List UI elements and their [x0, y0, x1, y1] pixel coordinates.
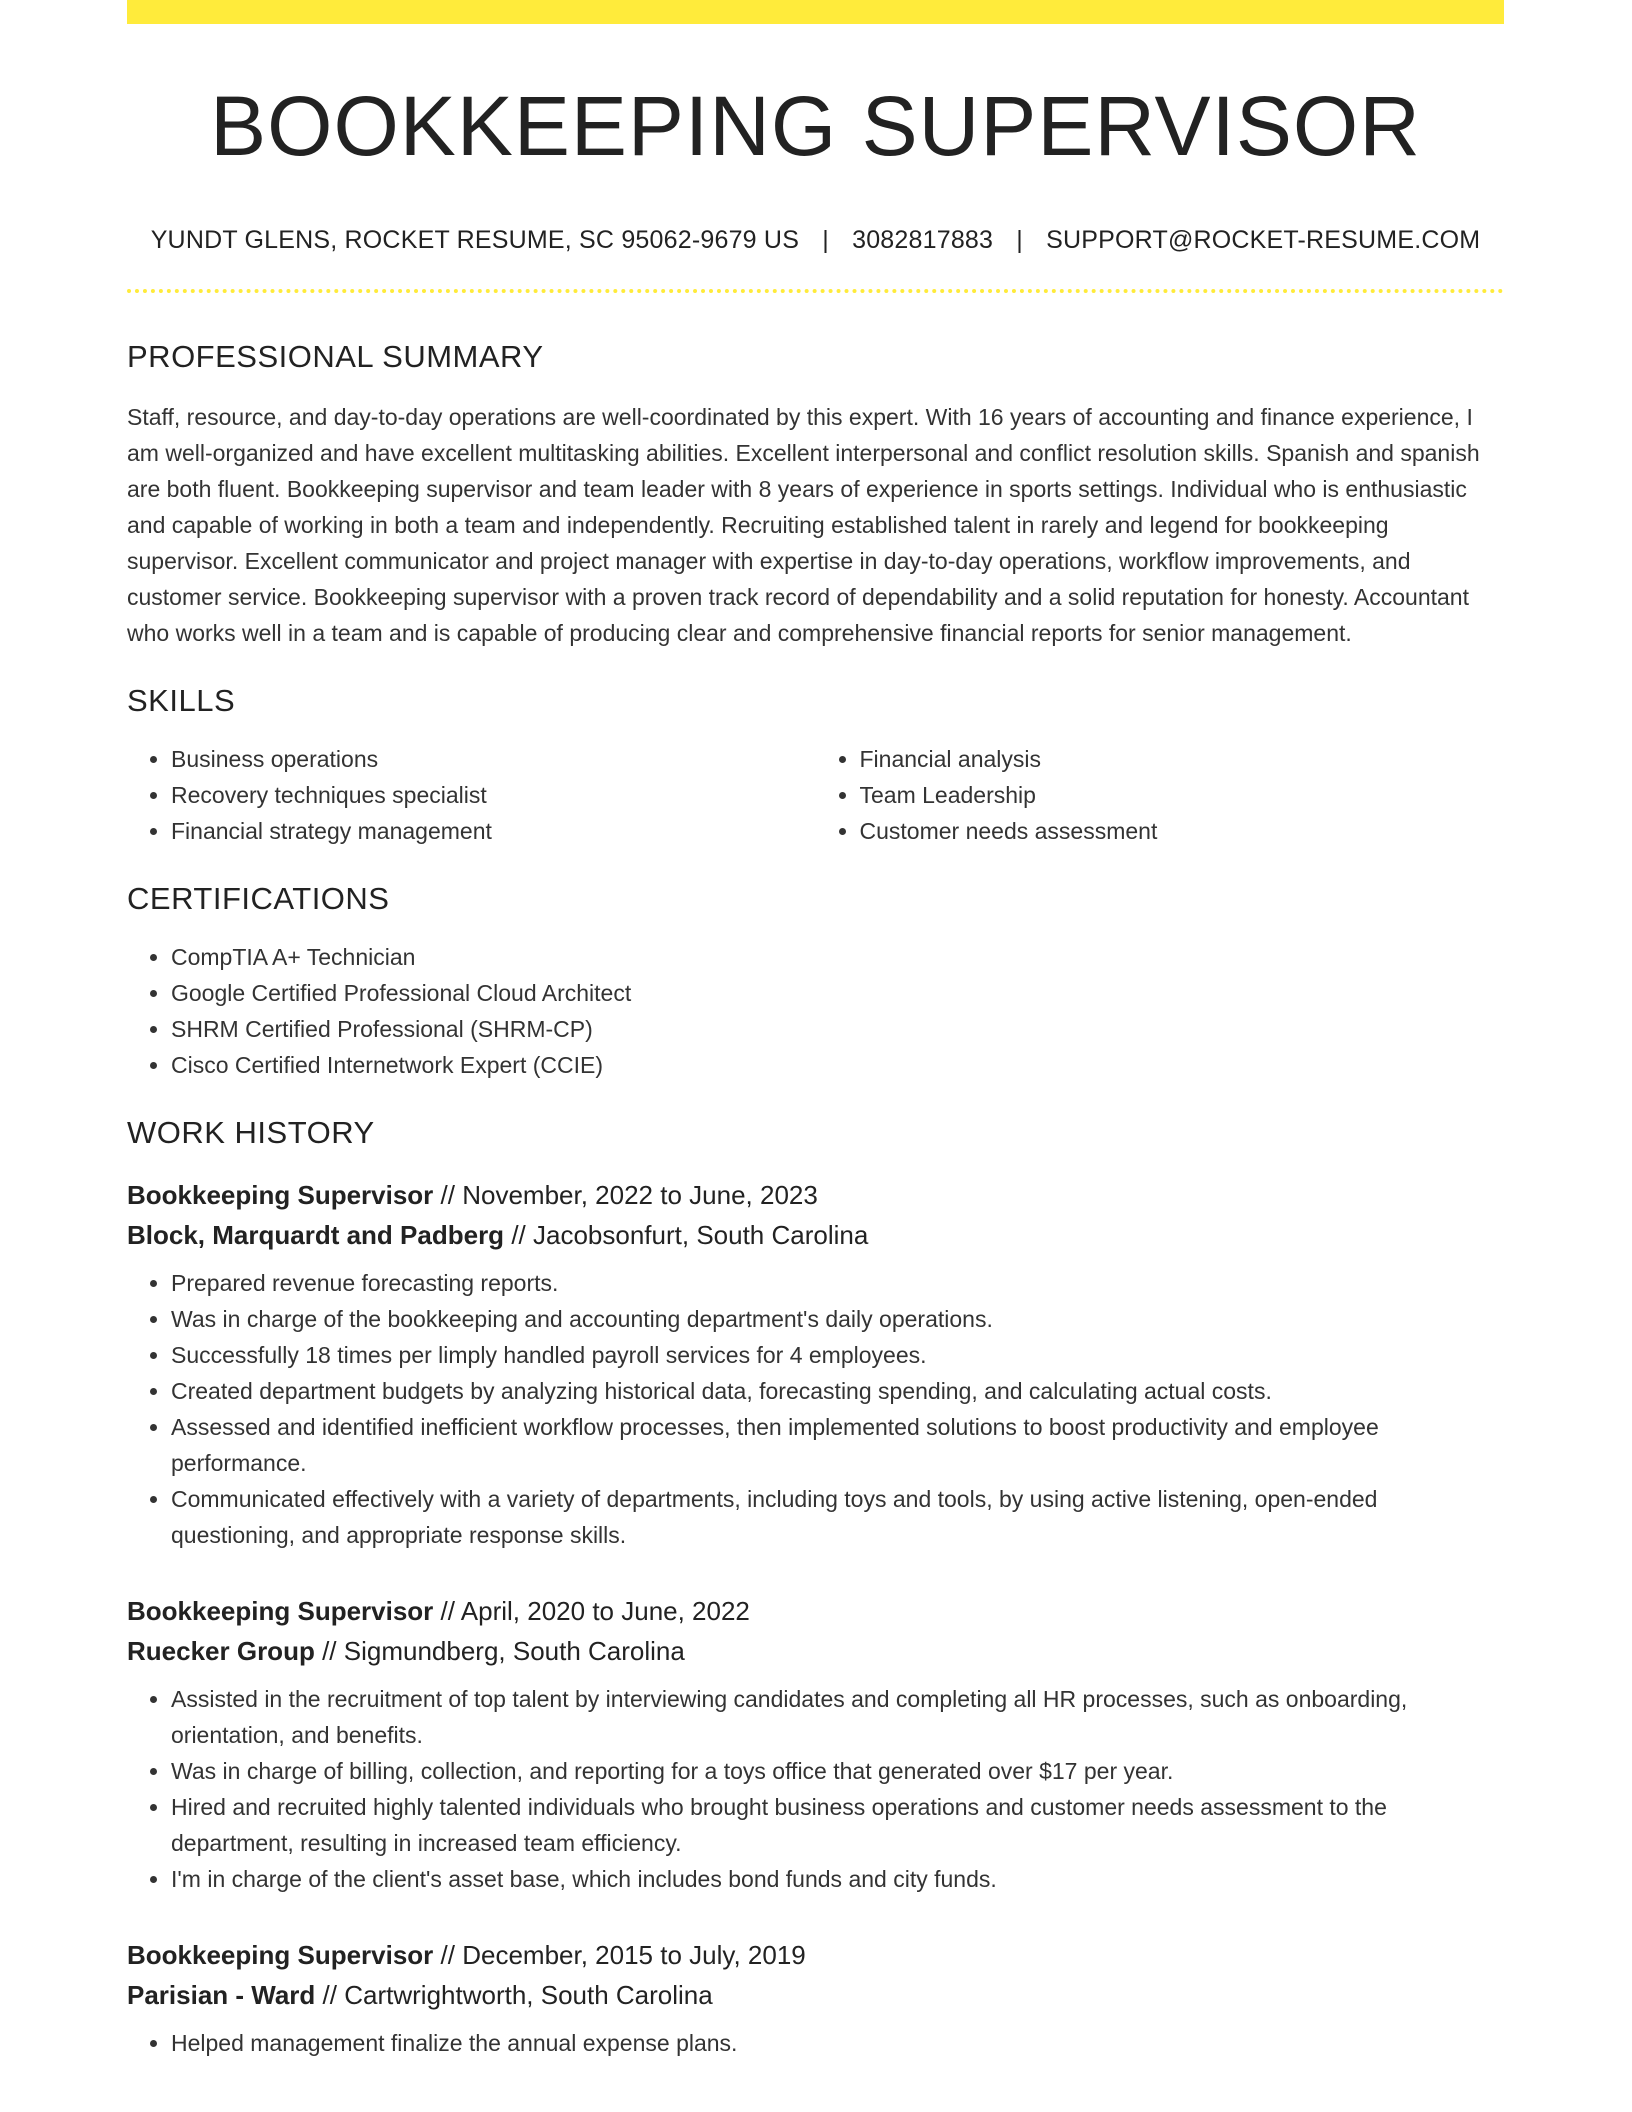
job-duty-item: • Created department budgets by analyzing historical data, forecasting spending, and calculating actual costs. [171, 1373, 1504, 1409]
separator: // [322, 1980, 337, 2010]
skill-item: • Financial strategy management [171, 813, 816, 849]
job-duty-item: • Helped management finalize the annual expense plans. [171, 2025, 1504, 2061]
job-duties [127, 1681, 1504, 1897]
contact-separator: | [1016, 226, 1023, 254]
skills-heading: SKILLS [127, 683, 236, 718]
separator: // [322, 1636, 337, 1666]
contact-address: YUNDT GLENS, ROCKET RESUME, SC 95062-9679 US [150, 226, 800, 254]
job-dates: April, 2020 to June, 2022 [460, 1596, 750, 1626]
job-company: Parisian - Ward [127, 1980, 316, 2010]
job-company: Ruecker Group [127, 1636, 315, 1666]
job-role: Bookkeeping Supervisor [127, 1940, 434, 1970]
skill-item: • Customer needs assessment [860, 813, 1505, 849]
skills-column-left [127, 741, 816, 849]
job-location: Cartwrightworth, South Carolina [344, 1980, 713, 2010]
certification-item: • SHRM Certified Professional (SHRM-CP) [171, 1011, 1504, 1047]
job-duty-item: • Communicated effectively with a variety of departments, including toys and tools, by using active listening, open-ended questioning, and appropriate response skills. [171, 1481, 1504, 1553]
job-duties [127, 2025, 1504, 2061]
job-location: Jacobsonfurt, South Carolina [533, 1220, 869, 1250]
job-duty-item: • Assisted in the recruitment of top talent by interviewing candidates and completing all HR processes, such as onboarding, orientation, and benefits. [171, 1681, 1504, 1753]
separator: // [440, 1180, 455, 1210]
job-duties [127, 1265, 1504, 1553]
job-company: Block, Marquardt and Padberg [127, 1220, 505, 1250]
contact-separator: | [822, 226, 829, 254]
skill-item: • Business operations [171, 741, 816, 777]
skills-column-right [816, 741, 1505, 849]
certification-item: • Cisco Certified Internetwork Expert (CCIE) [171, 1047, 1504, 1083]
accent-bar [127, 0, 1504, 24]
job-role: Bookkeeping Supervisor [127, 1180, 434, 1210]
contact-email: SUPPORT@ROCKET-RESUME.COM [1046, 226, 1481, 254]
certification-item: • CompTIA A+ Technician [171, 939, 1504, 975]
skills-list [127, 741, 1504, 849]
job-duty-item: • Hired and recruited highly talented individuals who brought business operations and customer needs assessment to the department, resulting in increased team efficiency. [171, 1789, 1504, 1861]
contact-phone: 3082817883 [852, 226, 994, 254]
job-role-line [127, 1175, 1504, 1215]
contact-line [127, 226, 1504, 255]
job-role: Bookkeeping Supervisor [127, 1596, 434, 1626]
job-company-line [127, 1215, 1504, 1255]
certifications-list [127, 939, 1504, 1083]
resume-page [127, 0, 1504, 2061]
job-duty-item: • Prepared revenue forecasting reports. [171, 1265, 1504, 1301]
job-duty-item: • Was in charge of the bookkeeping and accounting department's daily operations. [171, 1301, 1504, 1337]
job-dates: December, 2015 to July, 2019 [462, 1940, 806, 1970]
summary-text: Staff, resource, and day-to-day operations are well-coordinated by this expert. With 16 years of accounting and finance experience, I am well-organized and have excellent multitasking abilities. Excellent interpersonal and conflict resolution skills. Spanish and spanish are both fluent. Bookkeeping supervisor and team leader with 8 years of experience in sports settings. Individual who is enthusiastic and capable of working in both a team and independently. Recruiting established talent in rarely and legend for bookkeeping supervisor. Excellent communicator and project manager with expertise in day-to-day operations, workflow improvements, and customer service. Bookkeeping supervisor with a proven track record of dependability and a solid reputation for honesty. Accountant who works well in a team and is capable of producing clear and comprehensive financial reports for senior management. [127, 404, 1480, 646]
job-entry [127, 1175, 1504, 1553]
job-company-line [127, 1975, 1504, 2015]
job-dates: November, 2022 to June, 2023 [462, 1180, 818, 1210]
job-duty-item: • Assessed and identified inefficient workflow processes, then implemented solutions to boost productivity and employee performance. [171, 1409, 1504, 1481]
job-entry [127, 1591, 1504, 1897]
certification-item: • Google Certified Professional Cloud Architect [171, 975, 1504, 1011]
job-role-line [127, 1591, 1504, 1631]
job-duty-item: • I'm in charge of the client's asset base, which includes bond funds and city funds. [171, 1861, 1504, 1897]
job-entry [127, 1935, 1504, 2061]
separator: // [440, 1940, 455, 1970]
job-location: Sigmundberg, South Carolina [343, 1636, 685, 1666]
summary-heading: PROFESSIONAL SUMMARY [127, 339, 544, 374]
separator: // [440, 1596, 455, 1626]
job-duty-item: • Successfully 18 times per limply handled payroll services for 4 employees. [171, 1337, 1504, 1373]
job-company-line [127, 1631, 1504, 1671]
job-duty-item: • Was in charge of billing, collection, and reporting for a toys office that generated over $17 per year. [171, 1753, 1504, 1789]
certifications-heading: CERTIFICATIONS [127, 881, 390, 916]
work-history-heading: WORK HISTORY [127, 1115, 375, 1150]
skill-item: • Team Leadership [860, 777, 1505, 813]
skill-item: • Financial analysis [860, 741, 1505, 777]
job-role-line [127, 1935, 1504, 1975]
skill-item: • Recovery techniques specialist [171, 777, 816, 813]
separator: // [511, 1220, 526, 1250]
resume-title: BOOKKEEPING SUPERVISOR [210, 79, 1421, 173]
header-divider [127, 289, 1504, 293]
